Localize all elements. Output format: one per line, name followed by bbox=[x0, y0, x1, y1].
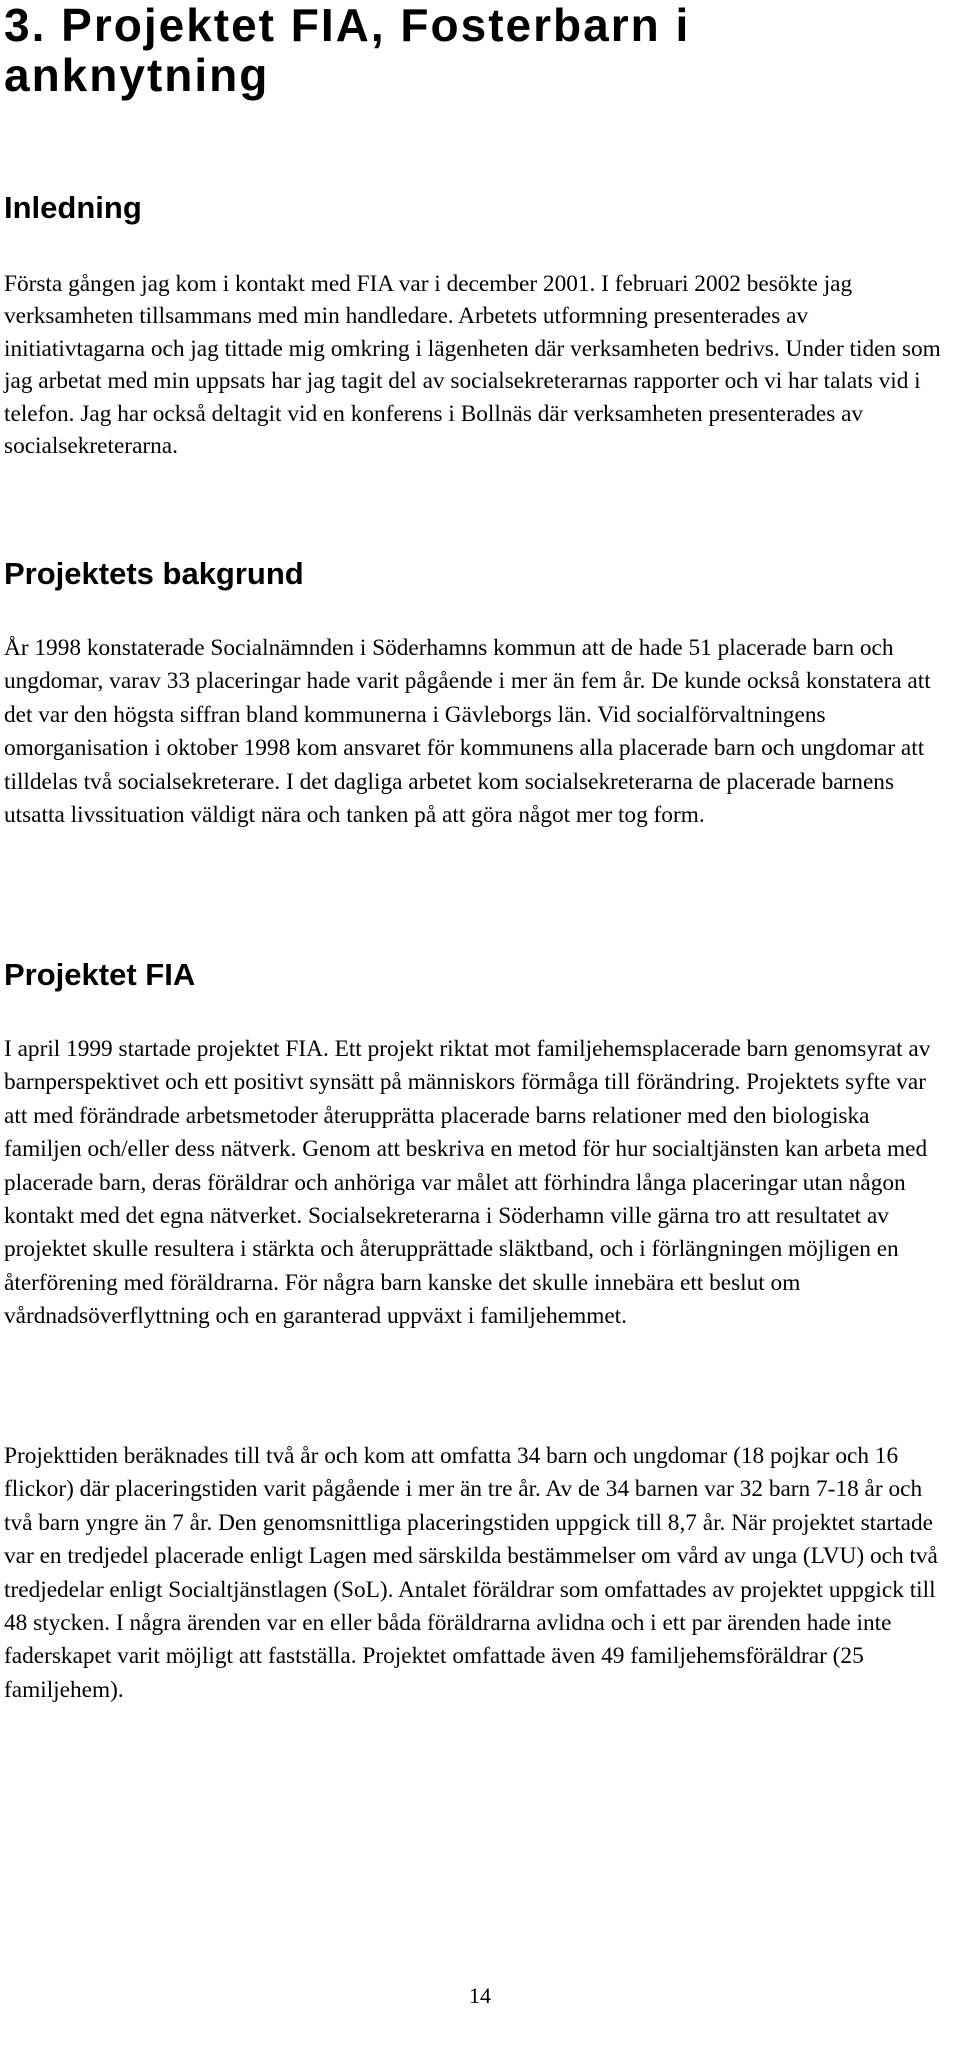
page-number: 14 bbox=[469, 1983, 491, 2008]
paragraph-inledning: Första gången jag kom i kontakt med FIA var i december 2001. I februari 2002 besökte jag verksamheten tillsammans med min handledare. Arbetets utformning presenterades av initiativtagarna och jag tittade mig omkring i lägenheten där verksamheten bedrivs. Under tiden som jag arbetat med min uppsats har jag tagit del av socialsekreterarnas rapporter och vi har talats vid i telefon. Jag har också deltagit vid en konferens i Bollnäs där verksamheten presenterades av socialsekreterarna. bbox=[4, 271, 941, 460]
chapter-title: 3. Projektet FIA, Fosterbarn i anknytning bbox=[4, 0, 691, 101]
paragraph-projektet-fia-2: Projekttiden beräknades till två år och kom att omfatta 34 barn och ungdomar (18 pojkar och 16 flickor) där placeringstiden varit pågående i mer än tre år. Av de 34 barnen var 32 barn 7-18 år och två barn yngre än 7 år. Den genomsnittliga placeringstiden uppgick till 8,7 år. När projektet startade var en tredjedel placerade enligt Lagen med särskilda bestämmelser om vård av unga (LVU) och två tredjedelar enligt Socialtjänstlagen (SoL). Antalet föräldrar som omfattades av projektet uppgick till 48 stycken. I några ärenden var en eller båda föräldrarna avlidna och i ett par ärenden hade inte faderskapet varit möjligt att fastställa. Projektet omfattade även 49 familjehemsföräldrar (25 familjehem). bbox=[4, 1443, 938, 1703]
section-heading-projektets-bakgrund: Projektets bakgrund bbox=[4, 556, 304, 591]
paragraph-projektet-fia-1: I april 1999 startade projektet FIA. Ett projekt riktat mot familjehemsplacerade barn genomsyrat av barnperspektivet och ett positivt synsätt på människors förmåga till förändring. Projektets syfte var att med förändrade arbetsmetoder återupprätta placerade barns relationer med den biologiska familjen och/eller dess nätverk. Genom att beskriva en metod för hur socialtjänsten kan arbeta med placerade barn, deras föräldrar och anhöriga var målet att förhindra långa placeringar utan någon kontakt med det egna nätverket. Socialsekreterarna i Söderhamn ville gärna tro att resultatet av projektet skulle resultera i stärkta och återupprättade släktband, och i förlängningen möjligen en återförening med föräldrarna. För några barn kanske det skulle innebära ett beslut om vårdnadsöverflyttning och en garanterad uppväxt i familjehemmet. bbox=[4, 1036, 931, 1330]
section-heading-inledning: Inledning bbox=[4, 190, 142, 225]
section-heading-projektet-fia: Projektet FIA bbox=[4, 957, 196, 992]
paragraph-projektets-bakgrund: År 1998 konstaterade Socialnämnden i Söderhamns kommun att de hade 51 placerade barn och ungdomar, varav 33 placeringar hade varit pågående i mer än fem år. De kunde också konstatera att det var den högsta siffran bland kommunerna i Gävleborgs län. Vid socialförvaltningens omorganisation i oktober 1998 kom ansvaret för kommunens alla placerade barn och ungdomar att tilldelas två socialsekreterare. I det dagliga arbetet kom socialsekreterarna de placerade barnens utsatta livssituation väldigt nära och tanken på att göra något mer tog form. bbox=[4, 635, 931, 829]
